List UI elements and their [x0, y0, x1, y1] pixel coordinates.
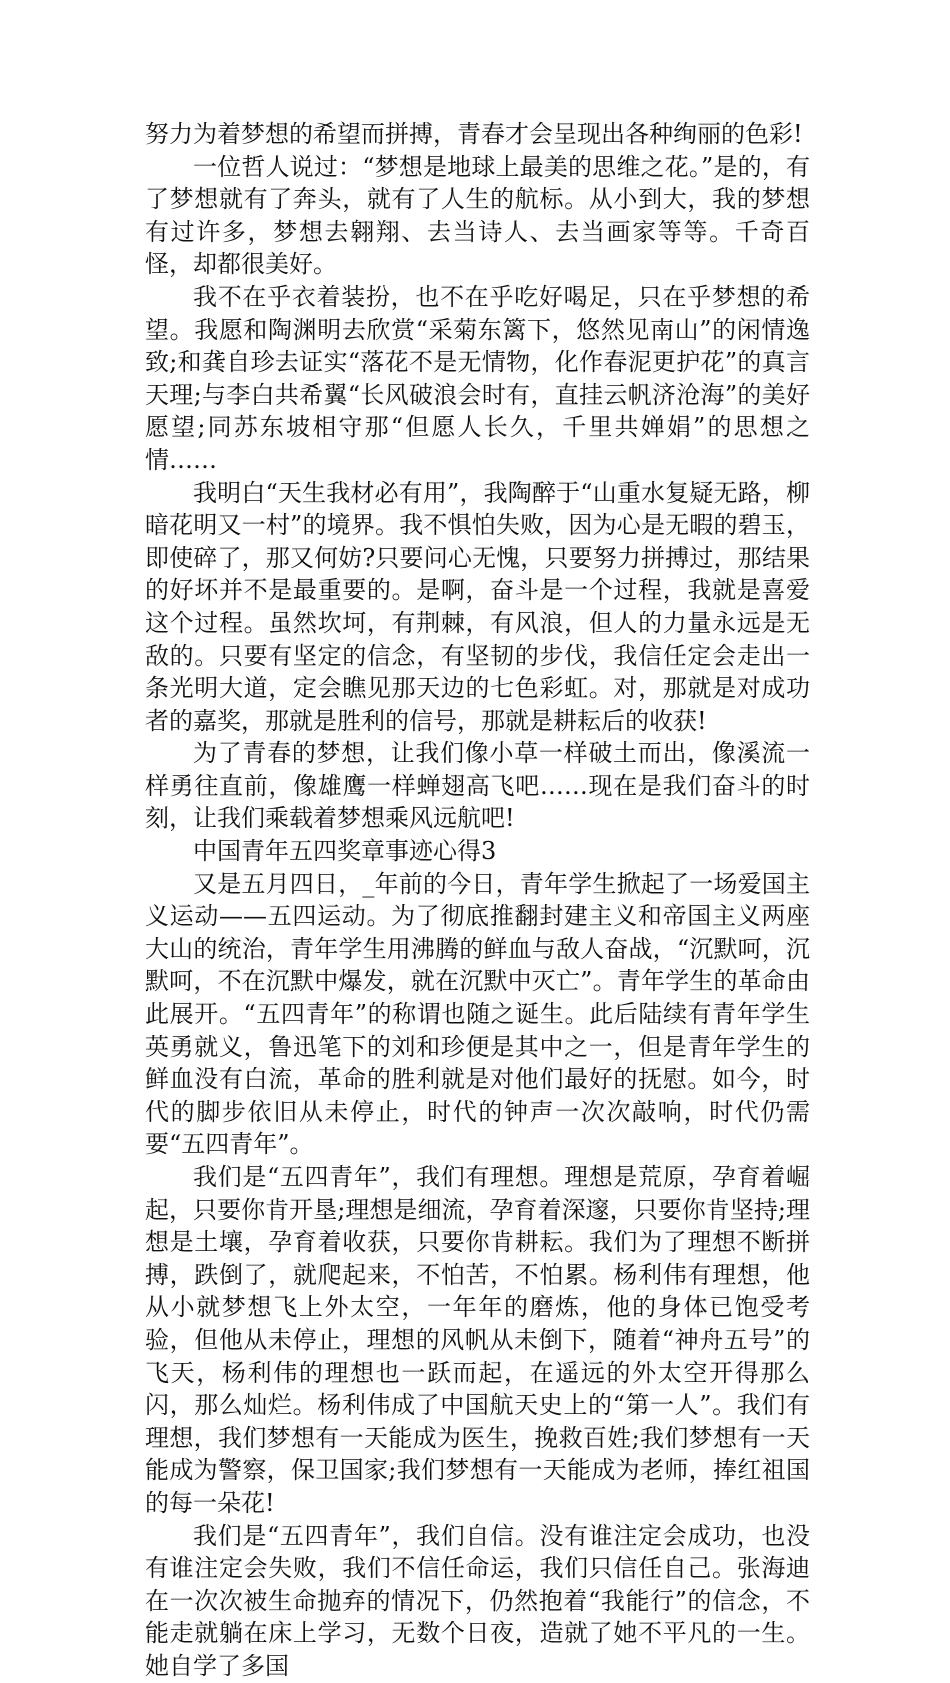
- paragraph-may-fourth: 又是五月四日，_年前的今日，青年学生掀起了一场爱国主义运动——五四运动。为了彻底推翻封建主义和帝国主义两座大山的统治，青年学生用沸腾的鲜血与敌人奋战，“沉默呵，沉默呵，不在沉默中爆发，就在沉默中灭亡”。青年学生的革命由此展开。“五四青年”的称谓也随之诞生。此后陆续有青年学生英勇就义，鲁迅笔下的刘和珍便是其中之一，但是青年学生的鲜血没有白流，革命的胜利就是对他们最好的抚慰。如今，时代的脚步依旧从未停止，时代的钟声一次次敲响，时代仍需要“五四青年”。: [145, 869, 810, 1159]
- paragraph-philosopher-quote: 一位哲人说过：“梦想是地球上最美的思维之花。”是的，有了梦想就有了奔头，就有了人生的航标。从小到大，我的梦想有过许多，梦想去翱翔、去当诗人、去当画家等等。千奇百怪，却都很美好。: [145, 152, 810, 279]
- paragraph-continuation: 努力为着梦想的希望而拼搏，青春才会呈现出各种绚丽的色彩!: [145, 120, 803, 148]
- section-heading: 中国青年五四奖章事迹心得3: [193, 837, 497, 866]
- paragraph-youth-dream: 为了青春的梦想，让我们像小草一样破土而出，像溪流一样勇往直前，像雄鹰一样蝉翅高飞吧……现在是我们奋斗的时刻，让我们乘载着梦想乘风远航吧!: [145, 739, 810, 833]
- document-page: [145, 118, 810, 1683]
- paragraph-perseverance: 我明白“天生我材必有用”，我陶醉于“山重水复疑无路，柳暗花明又一村”的境界。我不惧怕失败，因为心是无暇的碧玉，即使碎了，那又何妨?只要问心无愧，只要努力拼搏过，那结果的好坏并不是最重要的。是啊，奋斗是一个过程，我就是喜爱这个过程。虽然坎坷，有荆棘，有风浪，但人的力量永远是无敌的。只要有坚定的信念，有坚韧的步伐，我信任定会走出一条光明大道，定会瞧见那天边的七色彩虹。对，那就是对成功者的嘉奖，那就是胜利的信号，那就是耕耘后的收获!: [145, 478, 810, 735]
- paragraph-ideals: 我们是“五四青年”，我们有理想。理想是荒原，孕育着崛起，只要你肯开垦;理想是细流，孕育着深邃，只要你肯坚持;理想是土壤，孕育着收获，只要你肯耕耘。我们为了理想不断拼搏，跌倒了，就爬起来，不怕苦，不怕累。杨利伟有理想，他从小就梦想飞上外太空，一年年的磨炼，他的身体已饱受考验，但他从未停止，理想的风帆从未倒下，随着“神舟五号”的飞天，杨利伟的理想也一跃而起，在遥远的外太空开得那么闪，那么灿烂。杨利伟成了中国航天史上的“第一人”。我们有理想，我们梦想有一天能成为医生，挽救百姓;我们梦想有一天能成为警察，保卫国家;我们梦想有一天能成为老师，捧红祖国的每一朵花!: [145, 1163, 810, 1517]
- paragraph-confidence: 我们是“五四青年”，我们自信。没有谁注定会成功，也没有谁注定会失败，我们不信任命运，我们只信任自己。张海迪在一次次被生命抛弃的情况下，仍然抱着“我能行”的信念，不能走就躺在床上学习，无数个日夜，造就了她不平凡的一生。她自学了多国: [145, 1521, 810, 1680]
- paragraph-poets: 我不在乎衣着装扮，也不在乎吃好喝足，只在乎梦想的希望。我愿和陶渊明去欣赏“采菊东篱下，悠然见南山”的闲情逸致;和龚自珍去证实“落花不是无情物，化作春泥更护花”的真言天理;与李白共希翼“长风破浪会时有，直挂云帆济沧海”的美好愿望;同苏东坡相守那“但愿人长久，千里共婵娟”的思想之情……: [145, 282, 810, 474]
